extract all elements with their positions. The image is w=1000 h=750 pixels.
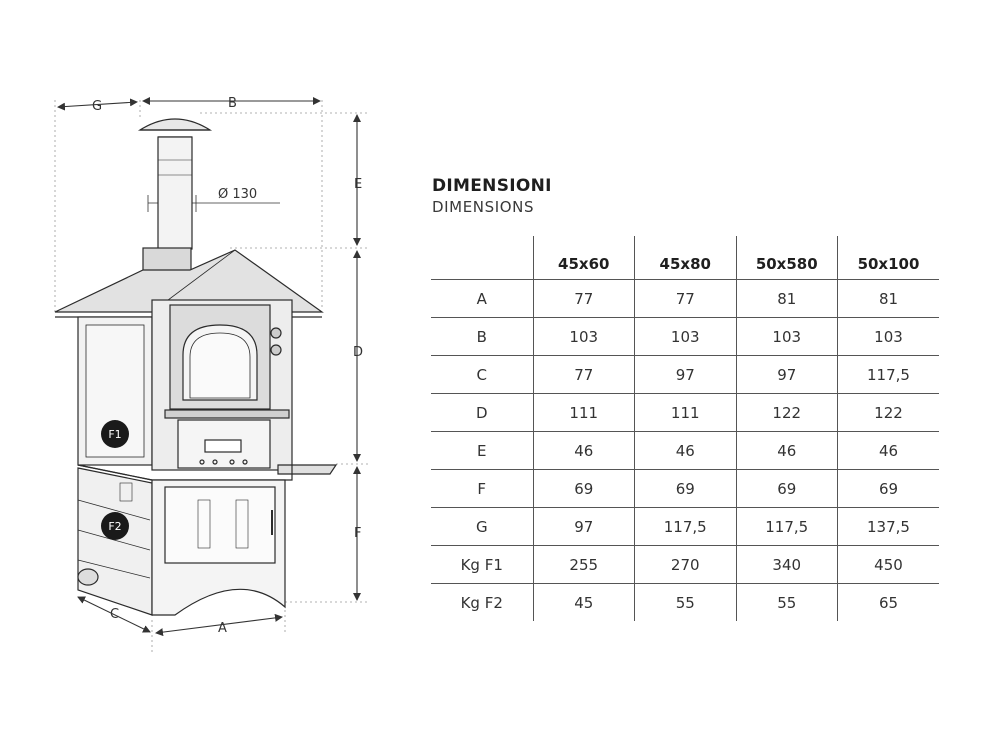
label-g: G — [92, 99, 103, 114]
header-empty — [431, 236, 533, 280]
table-cell: 117,5 — [736, 508, 838, 546]
oven-dimension-diagram — [0, 0, 400, 750]
table-cell: 137,5 — [838, 508, 940, 546]
row-label: E — [431, 432, 533, 470]
table-cell: 69 — [736, 470, 838, 508]
side-shelf — [278, 465, 336, 474]
header-45x80: 45x80 — [635, 236, 737, 280]
table-cell: 117,5 — [838, 356, 940, 394]
dimensions-table — [431, 236, 939, 621]
chimney-cap — [140, 119, 210, 130]
label-diameter: Ø 130 — [218, 187, 258, 202]
table-row — [431, 584, 939, 622]
table-row — [431, 546, 939, 584]
table-row — [431, 318, 939, 356]
row-label: B — [431, 318, 533, 356]
header-50x580: 50x580 — [736, 236, 838, 280]
svg-text:F2: F2 — [108, 520, 122, 533]
table-cell: 97 — [736, 356, 838, 394]
table-cell: 55 — [736, 584, 838, 622]
table-cell: 122 — [838, 394, 940, 432]
table-body — [431, 280, 939, 622]
table-cell: 103 — [635, 318, 737, 356]
table-cell: 77 — [635, 280, 737, 318]
label-e: E — [354, 177, 363, 192]
table-cell: 46 — [838, 432, 940, 470]
badge-f2 — [101, 512, 129, 540]
label-c: C — [110, 607, 120, 622]
table-cell: 46 — [736, 432, 838, 470]
table-cell: 81 — [736, 280, 838, 318]
table-row — [431, 356, 939, 394]
row-label: Kg F2 — [460, 593, 503, 612]
badge-f1 — [101, 420, 129, 448]
oven-drawing — [55, 119, 336, 615]
label-b: B — [228, 96, 237, 111]
header-50x100: 50x100 — [838, 236, 940, 280]
table-row — [431, 508, 939, 546]
table-cell: 103 — [533, 318, 635, 356]
table-cell: 270 — [635, 546, 737, 584]
base-side — [78, 468, 152, 615]
header-45x60: 45x60 — [533, 236, 635, 280]
table-cell: 111 — [635, 394, 737, 432]
table-cell: 450 — [838, 546, 940, 584]
table-cell: 340 — [736, 546, 838, 584]
label-f: F — [354, 526, 362, 541]
table-row — [431, 280, 939, 318]
table-subtitle: DIMENSIONS — [432, 198, 535, 216]
row-label: G — [431, 508, 533, 546]
row-label: Kg F1 — [431, 546, 533, 584]
chimney-pipe — [158, 137, 192, 249]
table-row — [431, 432, 939, 470]
table-cell: 69 — [533, 470, 635, 508]
table-cell: 117,5 — [635, 508, 737, 546]
table-cell: 77 — [533, 280, 635, 318]
table-cell: 103 — [838, 318, 940, 356]
table-cell: 65 — [838, 584, 940, 622]
title-block — [432, 176, 552, 218]
table-title: DIMENSIONI — [432, 176, 552, 196]
table-cell: 122 — [736, 394, 838, 432]
table-cell: 97 — [635, 356, 737, 394]
table-header-row — [431, 236, 939, 280]
table-cell: 97 — [533, 508, 635, 546]
table-cell: 69 — [838, 470, 940, 508]
table-cell: 111 — [533, 394, 635, 432]
table-cell: 255 — [533, 546, 635, 584]
table-cell: 81 — [838, 280, 940, 318]
base-door — [165, 487, 275, 563]
table-cell: 55 — [635, 584, 737, 622]
table-cell: 46 — [635, 432, 737, 470]
table-row — [431, 394, 939, 432]
row-label: D — [431, 394, 533, 432]
table-row — [431, 470, 939, 508]
row-label: C — [431, 356, 533, 394]
table-cell: 77 — [533, 356, 635, 394]
row-label: F — [431, 470, 533, 508]
svg-text:F1: F1 — [108, 428, 122, 441]
label-a: A — [218, 621, 227, 636]
label-d: D — [353, 345, 364, 360]
table-cell: 69 — [635, 470, 737, 508]
table-cell: 103 — [736, 318, 838, 356]
table-cell: 45 — [533, 584, 635, 622]
table-cell: 46 — [533, 432, 635, 470]
row-label: A — [431, 280, 533, 318]
